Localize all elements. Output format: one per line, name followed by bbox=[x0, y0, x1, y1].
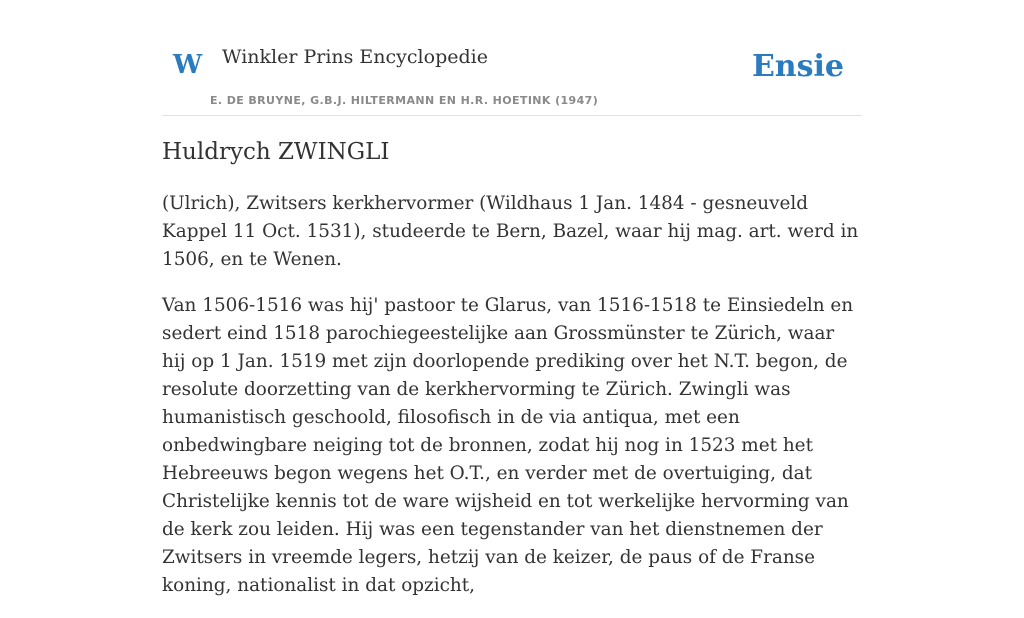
article bbox=[162, 138, 862, 618]
site-title-link[interactable]: Winkler Prins Encyclopedie bbox=[222, 46, 488, 68]
article-paragraph-2: Van 1506-1516 was hij' pastoor te Glarus, van 1516-1518 te Einsiedeln en sedert eind 1518 parochiegeestelijke aan Grossmünster te Zürich, waar hij op 1 Jan. 1519 met zijn doorlopende prediking over het N.T. begon, de resolute doorzetting van de kerkhervorming te Zürich. Zwingli was humanistisch geschoold, filosofisch in de via antiqua, met een onbedwingbare neiging tot de bronnen, zodat hij nog in 1523 met het Hebreeuws begon wegens het O.T., en verder met de overtuiging, dat Christelijke kennis tot de ware wijsheid en tot werkelijke hervorming van de kerk zou leiden. Hij was een tegenstander van het dienstnemen der Zwitsers in vreemde legers, hetzij van de keizer, de paus of de Franse koning, nationalist in dat opzicht, bbox=[162, 294, 854, 596]
site-logo-icon[interactable]: W bbox=[173, 50, 203, 80]
article-paragraph-1: (Ulrich), Zwitsers kerkhervormer (Wildhaus 1 Jan. 1484 - gesneuveld Kappel 11 Oct. 1531), studeerde te Bern, Bazel, waar hij mag. art. werd in 1506, en te Wenen. bbox=[162, 192, 859, 270]
authors-line: E. DE BRUYNE, G.B.J. HILTERMANN EN H.R. HOETINK (1947) bbox=[210, 94, 599, 107]
ensie-brand-link[interactable]: Ensie bbox=[751, 49, 844, 84]
article-title: Huldrych ZWINGLI bbox=[162, 139, 390, 165]
site-header bbox=[162, 0, 862, 116]
